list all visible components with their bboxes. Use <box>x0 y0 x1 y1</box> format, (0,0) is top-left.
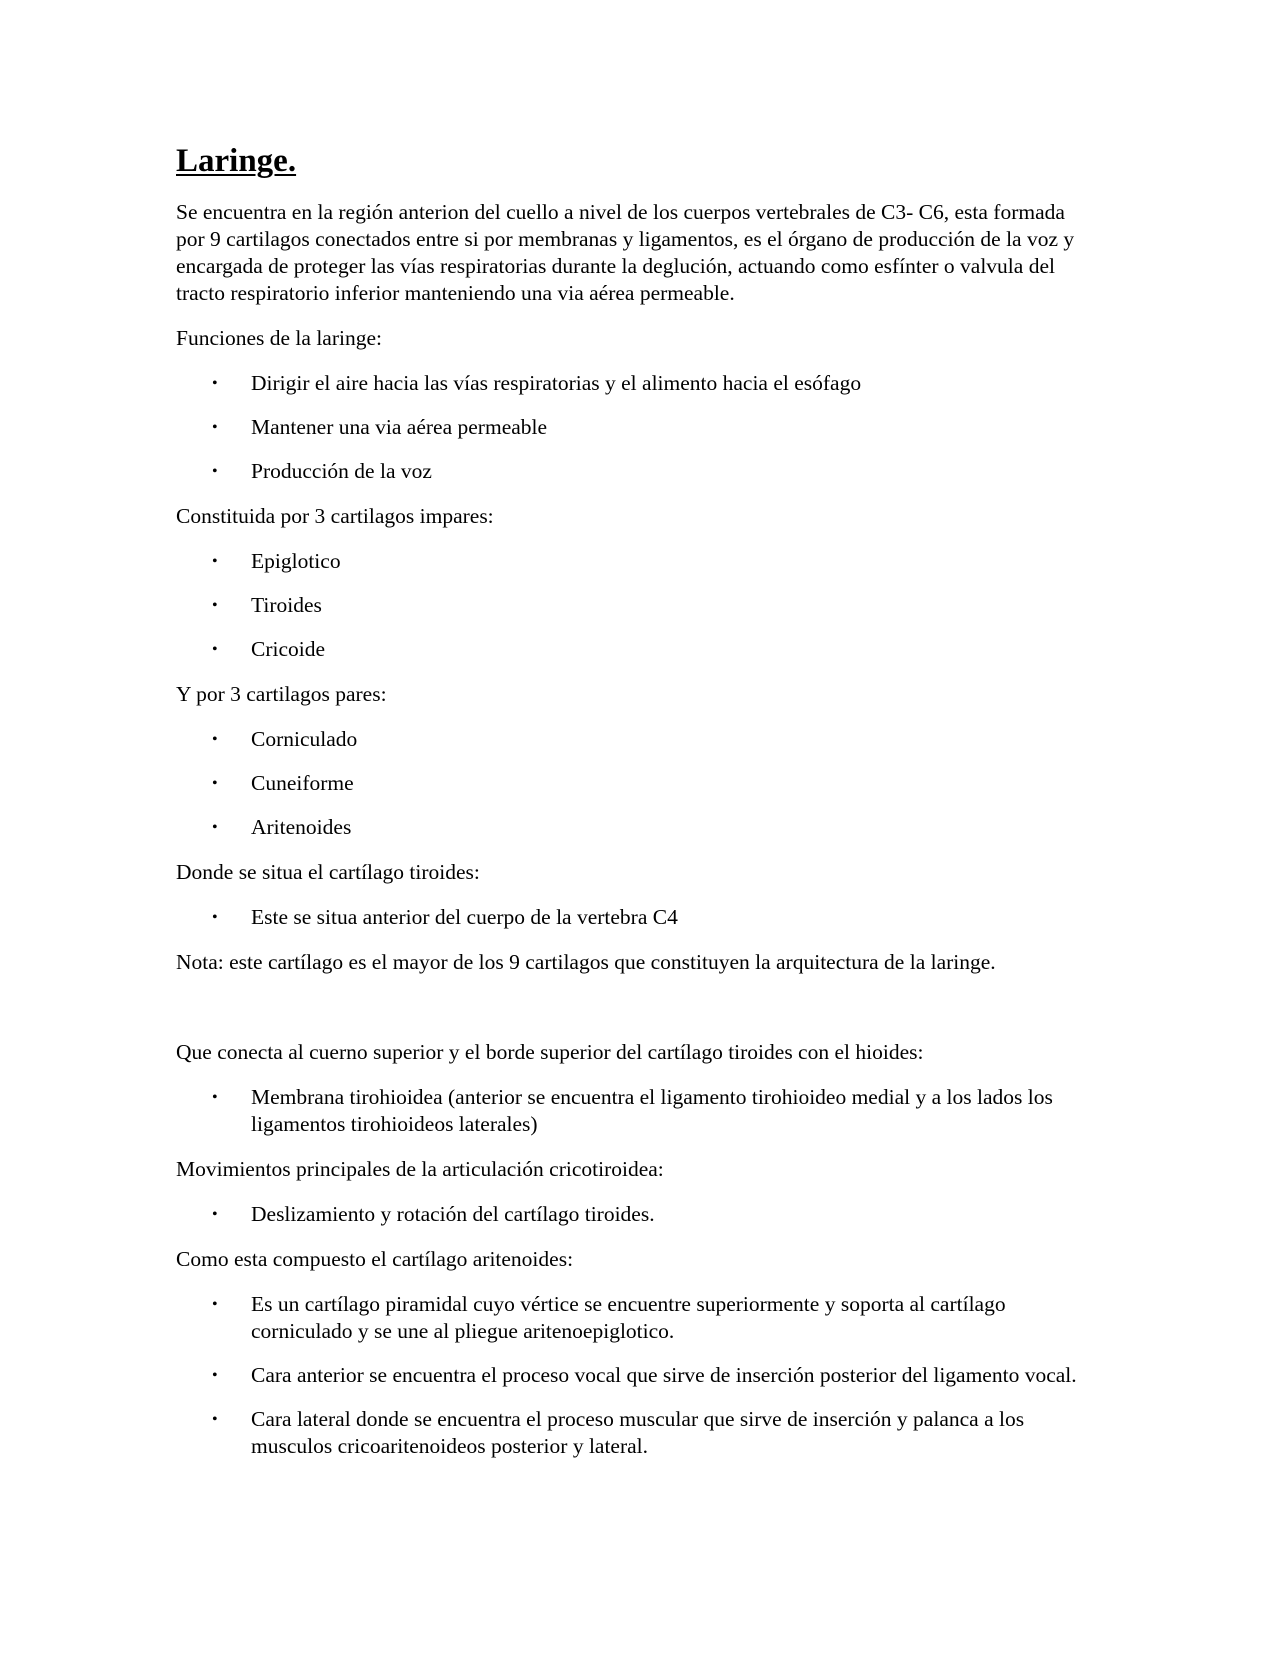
bullet-icon: • <box>212 462 218 480</box>
list-item-text: Membrana tirohioidea (anterior se encuentra el ligamento tirohioideo medial y a los lados los ligamentos tirohioideos laterales) <box>251 1084 1053 1136</box>
movimientos-list <box>176 1201 1096 1228</box>
list-item-text: Es un cartílago piramidal cuyo vértice se encuentre superiormente y soporta al cartílago corniculado y se une al pliegue aritenoepiglotico. <box>251 1291 1006 1343</box>
document-title: Laringe. <box>176 143 297 179</box>
aritenoides-heading: Como esta compuesto el cartílago aritenoides: <box>176 1246 574 1271</box>
aritenoides-list <box>176 1291 1096 1460</box>
list-item <box>176 1291 1096 1345</box>
bullet-icon: • <box>212 418 218 436</box>
list-item-text: Tiroides <box>251 592 322 617</box>
list-item <box>176 414 1096 441</box>
list-item-text: Cricoide <box>251 636 326 661</box>
blank-line <box>176 994 1096 1039</box>
tiroides-heading: Donde se situa el cartílago tiroides: <box>176 859 480 884</box>
list-item-text: Dirigir el aire hacia las vías respiratorias y el alimento hacia el esófago <box>251 370 862 395</box>
list-item-text: Corniculado <box>251 726 358 751</box>
list-item-text: Aritenoides <box>251 814 352 839</box>
tiroides-list <box>176 904 1096 931</box>
bullet-icon: • <box>212 640 218 658</box>
document-page <box>176 140 1096 1478</box>
list-item <box>176 770 1096 797</box>
pares-list <box>176 726 1096 841</box>
list-item <box>176 1084 1096 1138</box>
conecta-list <box>176 1084 1096 1138</box>
nota-paragraph: Nota: este cartílago es el mayor de los 9 cartilagos que constituyen la arquitectura de la laringe. <box>176 949 996 974</box>
bullet-icon: • <box>212 1410 218 1428</box>
list-item-text: Mantener una via aérea permeable <box>251 414 548 439</box>
list-item-text: Deslizamiento y rotación del cartílago tiroides. <box>251 1201 655 1226</box>
funciones-heading: Funciones de la laringe: <box>176 325 382 350</box>
list-item <box>176 1201 1096 1228</box>
list-item-text: Epiglotico <box>251 548 341 573</box>
bullet-icon: • <box>212 596 218 614</box>
bullet-icon: • <box>212 774 218 792</box>
list-item <box>176 636 1096 663</box>
bullet-icon: • <box>212 818 218 836</box>
funciones-list <box>176 370 1096 485</box>
bullet-icon: • <box>212 552 218 570</box>
conecta-heading: Que conecta al cuerno superior y el borde superior del cartílago tiroides con el hioides: <box>176 1039 924 1064</box>
list-item <box>176 904 1096 931</box>
list-item-text: Cuneiforme <box>251 770 354 795</box>
list-item <box>176 592 1096 619</box>
bullet-icon: • <box>212 1295 218 1313</box>
movimientos-heading: Movimientos principales de la articulación cricotiroidea: <box>176 1156 664 1181</box>
bullet-icon: • <box>212 1205 218 1223</box>
bullet-icon: • <box>212 1088 218 1106</box>
list-item-text: Producción de la voz <box>251 458 432 483</box>
bullet-icon: • <box>212 374 218 392</box>
list-item-text: Cara anterior se encuentra el proceso vocal que sirve de inserción posterior del ligamento vocal. <box>251 1362 1077 1387</box>
list-item <box>176 1362 1096 1389</box>
intro-paragraph: Se encuentra en la región anterion del cuello a nivel de los cuerpos vertebrales de C3- C6, esta formada por 9 cartilagos conectados entre si por membranas y ligamentos, es el órgano de producción de la voz y encargada de proteger las vías respiratorias durante la deglución, actuando como esfínter o valvula del tracto respiratorio inferior manteniendo una via aérea permeable. <box>176 199 1075 305</box>
impares-heading: Constituida por 3 cartilagos impares: <box>176 503 494 528</box>
list-item <box>176 1406 1096 1460</box>
list-item <box>176 370 1096 397</box>
pares-heading: Y por 3 cartilagos pares: <box>176 681 387 706</box>
list-item <box>176 814 1096 841</box>
bullet-icon: • <box>212 730 218 748</box>
impares-list <box>176 548 1096 663</box>
list-item <box>176 726 1096 753</box>
bullet-icon: • <box>212 1366 218 1384</box>
list-item-text: Este se situa anterior del cuerpo de la vertebra C4 <box>251 904 678 929</box>
list-item-text: Cara lateral donde se encuentra el proceso muscular que sirve de inserción y palanca a los musculos cricoaritenoideos posterior y lateral. <box>251 1406 1025 1458</box>
bullet-icon: • <box>212 908 218 926</box>
list-item <box>176 548 1096 575</box>
list-item <box>176 458 1096 485</box>
